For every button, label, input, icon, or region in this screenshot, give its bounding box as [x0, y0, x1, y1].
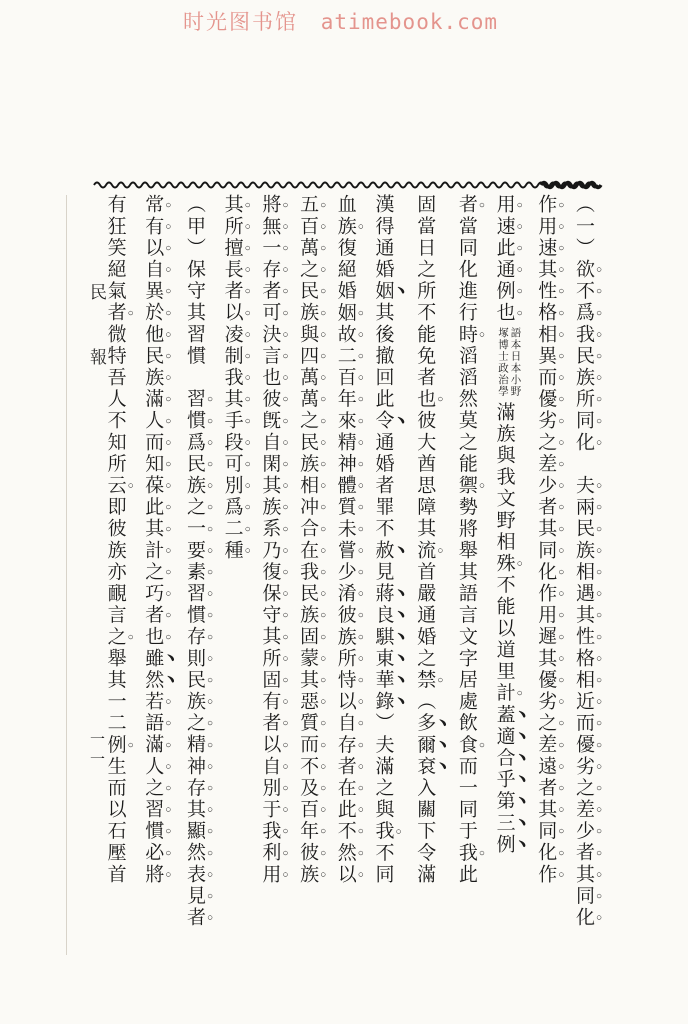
page-number: 一一 — [88, 731, 104, 771]
text-segment: 東華錄 — [372, 647, 394, 713]
text-segment: 之 — [104, 626, 126, 648]
text-segment: 不能以道里 — [493, 574, 515, 683]
watermark-cjk-text: 时光图书馆 — [183, 10, 298, 34]
text-column — [488, 194, 530, 936]
text-column — [99, 194, 137, 936]
text-column — [254, 194, 292, 936]
text-segment: 固當日之所不能免者 — [414, 194, 436, 389]
text-segment: 勢將舉其語言文字居處飲 — [455, 496, 477, 735]
journal-title: 民報 — [87, 283, 106, 413]
text-segment: 蔣良騏 — [372, 582, 394, 648]
text-segment: 五百萬之民族與四萬萬之民族相冲合在我民族固蒙其惡質而不及百年彼族 — [297, 194, 319, 886]
text-segment: 時 — [455, 323, 477, 346]
text-segment: 流 — [414, 539, 436, 562]
text-segment: 夫滿之與 — [372, 734, 394, 821]
text-segment: 即彼族亦靦言 — [104, 496, 126, 627]
text-segment — [573, 453, 594, 475]
text-segment: 滿族與我文野相 — [493, 401, 515, 553]
text-segment: 微特吾人不知所 — [104, 323, 126, 475]
text-segment: 我 — [372, 820, 394, 843]
text-segment: 欲不爲我民族所同化 — [573, 258, 594, 454]
text-column — [178, 194, 216, 936]
text-column — [450, 194, 488, 936]
text-segment: 多爾袞 — [414, 712, 436, 778]
text-segment: 云 — [104, 474, 126, 497]
text-segment: 舉其一二 — [104, 647, 126, 735]
text-column — [530, 194, 568, 936]
text-segment: 首嚴通婚之 — [414, 561, 436, 670]
text-segment: 復絕婚 — [334, 237, 356, 303]
text-segment: 也 — [414, 388, 436, 411]
text-segment: 彼大酋思障其 — [414, 410, 436, 540]
text-segment: 將無一存者可決言也彼旣自閑其族系乃復保守其所固有者以自別于我利用 — [259, 194, 281, 886]
text-segment: 故二百年來精神體質未嘗少淆彼族所恃以自存者在此不然以 — [334, 323, 356, 886]
text-segment: 其後撤回此 — [372, 302, 394, 411]
text-segment: 蓋適合乎第三例 — [493, 704, 515, 856]
text-segment: 見 — [372, 561, 394, 583]
text-segment: 血 — [334, 194, 356, 216]
text-column — [216, 194, 254, 936]
text-segment: （ — [414, 690, 436, 713]
text-segment: 此 — [455, 863, 477, 886]
text-segment: 入關下令滿 — [414, 777, 436, 886]
text-column — [408, 194, 450, 936]
text-segment: 習慣爲民族之一要素習慣存則民族之精神存其顯然表見者 — [183, 388, 205, 929]
text-segment: 夫兩民族相遇其性格相近而優劣之差少者其同化 — [573, 474, 594, 929]
text-column — [367, 194, 409, 936]
text-segment: 族 — [334, 215, 356, 238]
text-segment: 姻 — [334, 302, 356, 324]
text-segment: 其所擅長者以凌制我其手段可別爲二種 — [221, 194, 243, 562]
text-segment: 殊 — [493, 552, 515, 575]
text-segment: 令 — [372, 410, 394, 432]
text-segment: 若語滿人之習慣必將 — [142, 690, 164, 886]
text-segment: 不同 — [372, 842, 394, 886]
text-column — [291, 194, 329, 936]
text-segment: 我 — [455, 842, 477, 864]
left-margin-rule — [66, 195, 67, 955]
interlinear-note: 語本日本小野塚博士政治學 — [496, 326, 521, 397]
text-segment: 赦 — [372, 539, 394, 562]
text-segment: 生而以石壓首 — [104, 755, 126, 886]
wavy-divider-line — [93, 178, 605, 192]
text-segment — [184, 367, 205, 389]
text-segment: （一） — [573, 194, 594, 259]
text-segment: （甲）保守其習慣 — [183, 194, 205, 367]
text-segment: 有狂笑絕氣 — [104, 194, 126, 302]
text-segment: 禦 — [455, 474, 477, 497]
text-segment: 禁 — [414, 669, 436, 691]
text-columns — [99, 194, 605, 936]
text-segment: 而一同于 — [455, 755, 477, 843]
text-segment: 者 — [104, 302, 126, 324]
text-column — [567, 194, 605, 936]
text-segment: 滔滔然莫之能 — [455, 345, 477, 475]
text-segment: 例 — [104, 734, 126, 756]
text-segment: 常有以自異於他民族滿人而知葆此其計之巧者也 — [142, 194, 164, 648]
text-column — [329, 194, 367, 936]
text-segment: 當同化進行 — [455, 215, 477, 324]
text-segment: 作用速其性格相異而優劣之差少者其同化作用遲其優劣之差遠者其同化作 — [535, 194, 557, 886]
watermark — [183, 6, 498, 36]
text-segment: 食 — [455, 734, 477, 756]
text-segment: 雖然 — [142, 647, 164, 691]
text-column — [137, 194, 179, 936]
text-segment: ） — [372, 712, 394, 735]
text-segment: 漢得通婚 — [372, 194, 394, 281]
text-segment: 者 — [455, 194, 477, 216]
watermark-latin-text: atimebook.com — [320, 10, 499, 34]
text-segment: 用速此通例也 — [493, 194, 515, 324]
text-segment: 計 — [493, 682, 515, 705]
text-segment: 姻 — [372, 280, 394, 303]
text-segment: 通婚者罪不 — [372, 431, 394, 540]
